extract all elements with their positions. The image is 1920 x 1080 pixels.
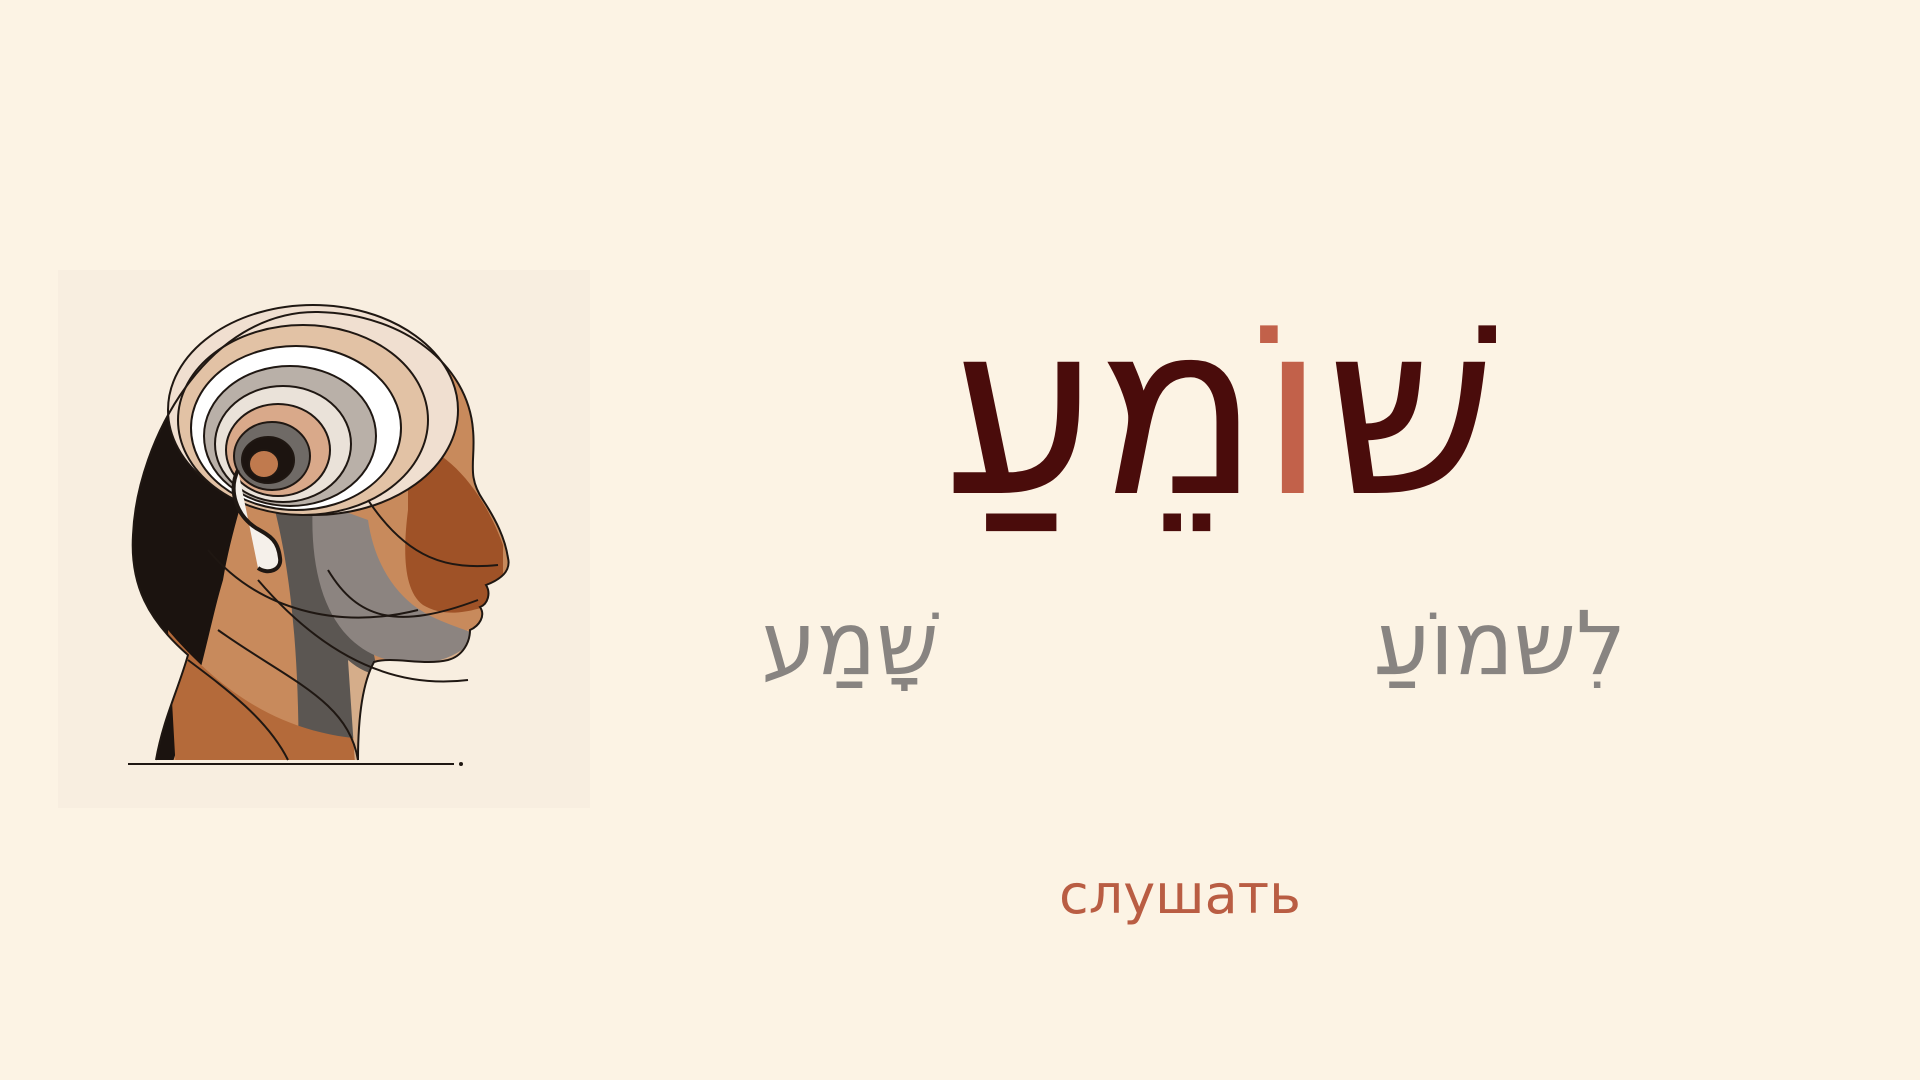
infinitive-form: לִשמוֹעַ — [1373, 592, 1627, 695]
main-word-letter-mem-tsere: מֵ — [1097, 270, 1261, 550]
hebrew-main-word — [720, 270, 1720, 550]
past-tense-form: שָׁמַע — [761, 592, 939, 695]
head-profile-illustration — [58, 270, 590, 808]
main-word-letter-vav-holam: וֹ — [1260, 270, 1326, 550]
head-profile-svg — [58, 270, 590, 808]
russian-translation: слушать — [1059, 863, 1301, 926]
main-word-letter-shin: שׁ — [1325, 270, 1496, 550]
main-word-letter-ayin-patah: עַ — [944, 270, 1098, 550]
